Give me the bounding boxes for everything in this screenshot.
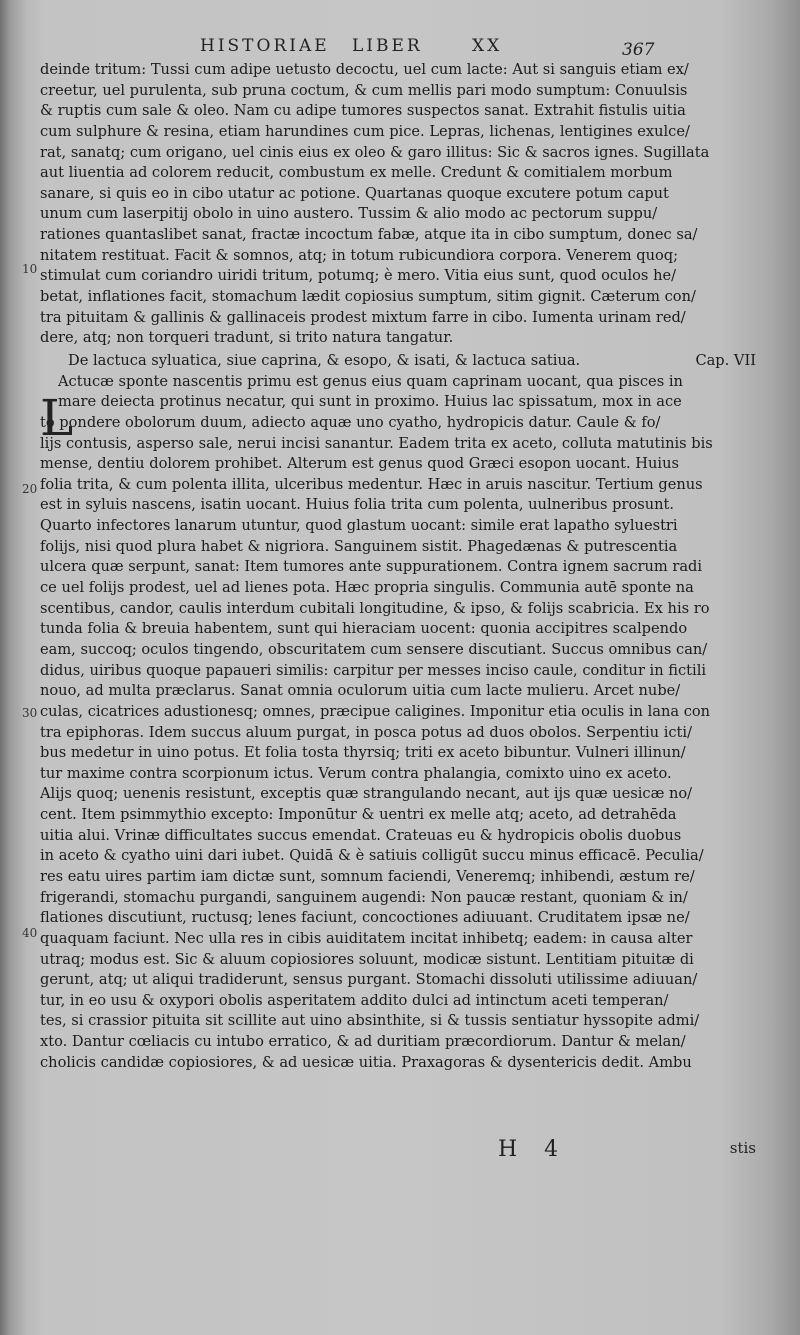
text-line: frigerandi, stomachu purgandi, sanguinem augendi: Non paucæ restant, quoniam & in/	[40, 888, 688, 906]
text-line: folia trita, & cum polenta illita, ulceribus medentur. Hæc in aruis nascitur. Tertium genus	[40, 475, 703, 493]
text-line: Actucæ sponte nascentis primu est genus eius quam caprinam uocant, qua pisces in	[58, 372, 683, 390]
text-line: unum cum laserpitij obolo in uino austero. Tussim & alio modo ac pectorum suppu/	[40, 205, 658, 223]
text-line: uitia alui. Vrinæ difficultates succus emendat. Crateuas eu & hydropicis obolis duobus	[40, 826, 682, 844]
text-line: Quarto infectores lanarum utuntur, quod glastum uocant: simile erat lapatho syluestri	[40, 517, 678, 535]
text-line: to pondere obolorum duum, adiecto aquæ uno cyatho, hydropicis datur. Caule & fo/	[40, 413, 661, 431]
text-line: flationes discutiunt, ructusq; lenes faciunt, concoctiones adiuuant. Cruditatem ipsæ ne/	[40, 909, 690, 927]
header-book-number: XX	[472, 36, 503, 56]
text-line: dere, atq; non torqueri tradunt, si trito natura tangatur.	[40, 329, 454, 347]
text-line: est in syluis nascens, isatin uocant. Huius folia trita cum polenta, uulneribus prosunt.	[40, 496, 675, 514]
text-line: tur, in eo usu & oxypori obolis asperitatem addito dulci ad intinctum aceti temperan/	[40, 991, 669, 1009]
margin-line-number: 10	[22, 262, 38, 276]
text-line: rationes quantaslibet sanat, fractæ incoctum fabæ, atque ita in cibo sumptum, donec sa/	[40, 226, 698, 244]
text-line: creetur, uel purulenta, sub pruna coctum, & cum mellis pari modo sumptum: Conuulsis	[40, 81, 688, 99]
text-line: mare deiecta protinus necatur, qui sunt in proximo. Huius lac spissatum, mox in ace	[58, 393, 682, 411]
text-line: nitatem restituat. Facit & somnos, atq; in totum rubicundiora corpora. Venerem quoq;	[40, 246, 679, 264]
text-line: bus medetur in uino potus. Et folia tosta thyrsiq; triti ex aceto bibuntur. Vulneri illinun/	[40, 744, 686, 762]
chapter-title: De lactuca syluatica, siue caprina, & esopo, & isati, & lactuca satiua.	[68, 351, 581, 369]
catchword: stis	[729, 1139, 756, 1157]
text-line: ulcera quæ serpunt, sanat: Item tumores ante suppurationem. Contra ignem sacrum radi	[40, 558, 703, 576]
text-line: rat, sanatq; cum origano, uel cinis eius ex oleo & garo illitus: Sic & sacros ignes. Sugillata	[40, 143, 710, 161]
text-line: didus, uiribus quoque papaueri similis: carpitur per messes inciso caule, conditur in fictili	[40, 661, 707, 679]
drop-cap-initial: L	[40, 389, 74, 447]
margin-line-number: 40	[22, 926, 38, 940]
text-line: stimulat cum coriandro uiridi tritum, potumq; è mero. Vitia eius sunt, quod oculos he/	[40, 267, 677, 285]
chapter-number: Cap. VII	[695, 351, 756, 369]
signature-mark: H 4	[498, 1137, 569, 1162]
text-line: deinde tritum: Tussi cum adipe uetusto decoctu, uel cum lacte: Aut si sanguis etiam ex/	[40, 61, 689, 78]
text-line: tra epiphoras. Idem succus aluum purgat, in posca potus ad duos obolos. Serpentiu icti/	[40, 723, 693, 741]
text-line: cholicis candidæ copiosiores, & ad uesicæ uitia. Praxagoras & dysentericis dedit. Ambu	[40, 1053, 692, 1071]
text-line: nouo, ad multa præclarus. Sanat omnia oculorum uitia cum lacte mulieru. Arcet nube/	[40, 682, 681, 700]
text-line: gerunt, atq; ut aliqui tradiderunt, sensus purgant. Stomachi dissoluti utilissime adiuuan/	[40, 971, 698, 989]
text-line: Alijs quoq; uenenis resistunt, exceptis quæ strangulando necant, aut ijs quæ uesicæ no/	[40, 785, 693, 803]
text-line: sanare, si quis eo in cibo utatur ac potione. Quartanas quoque excutere potum caput	[40, 184, 669, 202]
text-line: cent. Item psimmythio excepto: Imponūtur & uentri ex melle atq; aceto, ad detrahēda	[40, 806, 677, 824]
text-line: in aceto & cyatho uini dari iubet. Quidā & è satiuis colligūt succu minus efficacē. Peculia/	[40, 847, 704, 865]
text-line: culas, cicatrices adustionesq; omnes, præcipue caligines. Imponitur etia oculis in lana con	[40, 702, 711, 720]
chapter-heading	[40, 351, 756, 372]
text-line: lijs contusis, asperso sale, nerui incisi sanantur. Eadem trita ex aceto, colluta matutinis bis	[40, 434, 713, 452]
text-line: tes, si crassior pituita sit scillite aut uino absinthite, si & tussis sentiatur hyssopite admi/	[40, 1012, 700, 1030]
text-line: & ruptis cum sale & oleo. Nam cu adipe tumores suspectos sanat. Extrahit fistulis uitia	[40, 102, 686, 120]
page-number: 367	[622, 40, 655, 60]
text-line: tunda folia & breuia habentem, sunt qui hieraciam uocent: quonia accipitres scalpendo	[40, 620, 688, 638]
text-line: tra pituitam & gallinis & gallinaceis prodest mixtum farre in cibo. Iumenta urinam red/	[40, 308, 686, 326]
margin-line-number: 20	[22, 482, 38, 496]
text-line: folijs, nisi quod plura habet & nigriora. Sanguinem sistit. Phagedænas & putrescentia	[40, 537, 678, 555]
page-footer	[40, 1137, 756, 1167]
main-text	[40, 60, 756, 1073]
text-line: aut liuentia ad colorem reducit, combustum ex melle. Credunt & comitialem morbum	[40, 164, 673, 182]
text-line: eam, succoq; oculos tingendo, obscuritatem cum sensere discutiant. Succus omnibus can/	[40, 640, 708, 658]
header-liber: LIBER	[352, 36, 423, 56]
text-line: quaquam faciunt. Nec ulla res in cibis auiditatem incitat inhibetq; eadem: in causa alter	[40, 929, 693, 947]
text-line: betat, inflationes facit, stomachum lædit copiosius sumptum, sitim gignit. Cæterum con/	[40, 288, 696, 306]
text-line: tur maxime contra scorpionum ictus. Verum contra phalangia, comixto uino ex aceto.	[40, 764, 672, 782]
text-line: res eatu uires partim iam dictæ sunt, somnum faciendi, Veneremq; inhibendi, æstum re/	[40, 867, 695, 885]
text-line: scentibus, candor, caulis interdum cubitali longitudine, & ipso, & folijs scabricia. Ex his ro	[40, 599, 710, 617]
text-line: cum sulphure & resina, etiam harundines cum pice. Lepras, lichenas, lentigines exulce/	[40, 122, 690, 140]
text-line: ce uel folijs prodest, uel ad lienes pota. Hæc propria singulis. Communia autē sponte na	[40, 579, 694, 597]
text-line: xto. Dantur cœliacis cu intubo erratico, & ad duritiam præcordiorum. Dantur & melan/	[40, 1033, 686, 1051]
header-historiae: HISTORIAE	[200, 36, 330, 56]
margin-line-number: 30	[22, 706, 38, 720]
text-line: utraq; modus est. Sic & aluum copiosiores soluunt, modicæ sistunt. Lentitiam pituitæ di	[40, 950, 694, 968]
text-line: mense, dentiu dolorem prohibet. Alterum est genus quod Græci esopon uocant. Huius	[40, 455, 679, 473]
